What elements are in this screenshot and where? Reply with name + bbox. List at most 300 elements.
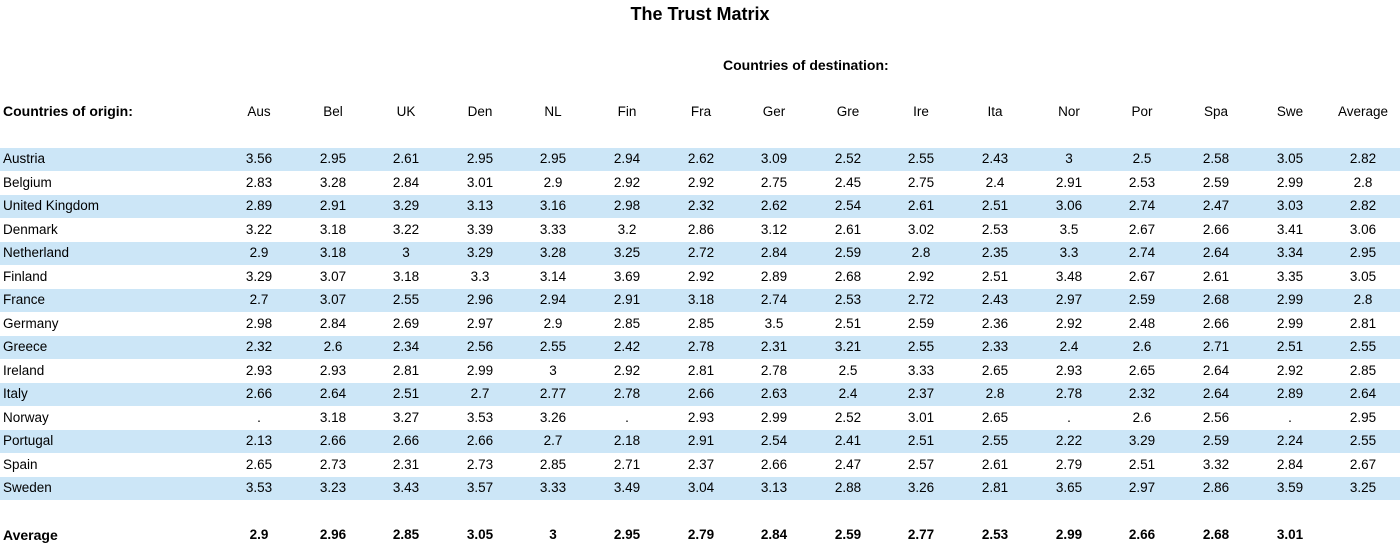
average-cell: 2.99 bbox=[1055, 527, 1083, 542]
table-cell: 2.42 bbox=[613, 339, 641, 354]
table-cell: 2.97 bbox=[1128, 480, 1156, 495]
table-cell: 3.27 bbox=[392, 409, 420, 425]
table-cell: 2.95 bbox=[1349, 245, 1377, 260]
table-cell: 3.21 bbox=[834, 339, 862, 354]
row-country-label: Norway bbox=[3, 409, 49, 425]
table-cell: 3.32 bbox=[1202, 456, 1230, 472]
table-cell: 3.12 bbox=[760, 221, 788, 237]
table-cell: 2.93 bbox=[687, 409, 715, 425]
table-cell: 2.86 bbox=[687, 221, 715, 237]
table-cell: . bbox=[1288, 409, 1292, 425]
table-cell: 2.51 bbox=[834, 315, 862, 331]
average-cell: 2.77 bbox=[907, 527, 935, 542]
column-header: Bel bbox=[323, 104, 343, 119]
table-cell: 2.74 bbox=[1128, 245, 1156, 260]
table-cell: 3.69 bbox=[613, 268, 641, 284]
table-cell: 2.47 bbox=[1202, 198, 1230, 213]
table-cell: 2.9 bbox=[249, 245, 269, 260]
table-cell: 2.48 bbox=[1128, 315, 1156, 331]
table-cell: 2.75 bbox=[907, 174, 935, 190]
table-cell: 2.8 bbox=[1353, 292, 1373, 307]
table-cell: 2.84 bbox=[319, 315, 347, 331]
table-cell: 2.59 bbox=[1128, 292, 1156, 307]
table-cell: 2.51 bbox=[1276, 339, 1304, 354]
table-cell: 3 bbox=[1065, 151, 1073, 166]
table-cell: 3.56 bbox=[245, 151, 273, 166]
table-cell: 2.81 bbox=[687, 362, 715, 378]
table-cell: 3.59 bbox=[1276, 480, 1304, 495]
table-cell: 2.31 bbox=[392, 456, 420, 472]
table-cell: 3.35 bbox=[1276, 268, 1304, 284]
table-cell: 3.29 bbox=[245, 268, 273, 284]
table-cell: 2.37 bbox=[687, 456, 715, 472]
table-cell: 2.59 bbox=[1202, 433, 1230, 448]
table-cell: 2.91 bbox=[319, 198, 347, 213]
table-cell: 3.05 bbox=[1349, 268, 1377, 284]
table-cell: 2.13 bbox=[245, 433, 273, 448]
table-cell: 2.95 bbox=[466, 151, 494, 166]
average-row-label: Average bbox=[3, 527, 58, 543]
table-cell: 2.74 bbox=[760, 292, 788, 307]
row-country-label: Belgium bbox=[3, 174, 52, 190]
table-cell: 2.93 bbox=[319, 362, 347, 378]
table-cell: 2.51 bbox=[981, 268, 1009, 284]
table-cell: 2.69 bbox=[392, 315, 420, 331]
column-header: Ire bbox=[913, 104, 929, 119]
table-cell: 2.63 bbox=[760, 386, 788, 401]
table-cell: 3.3 bbox=[1059, 245, 1079, 260]
table-cell: 3.43 bbox=[392, 480, 420, 495]
column-header: Ita bbox=[987, 104, 1003, 119]
table-cell: 3.53 bbox=[466, 409, 494, 425]
average-cell: 2.79 bbox=[687, 527, 715, 542]
column-header: UK bbox=[396, 104, 416, 119]
table-cell: 3.26 bbox=[539, 409, 567, 425]
page-title: The Trust Matrix bbox=[630, 4, 770, 24]
average-row bbox=[0, 525, 1400, 547]
table-cell: 2.95 bbox=[1349, 409, 1377, 425]
table-cell: 2.55 bbox=[1349, 433, 1377, 448]
table-row bbox=[0, 430, 1400, 453]
table-cell: 2.92 bbox=[1055, 315, 1083, 331]
table-cell: 2.5 bbox=[1132, 151, 1152, 166]
table-cell: 2.6 bbox=[323, 339, 343, 354]
table-cell: 3.07 bbox=[319, 292, 347, 307]
table-cell: 2.61 bbox=[1202, 268, 1230, 284]
table-cell: 2.43 bbox=[981, 151, 1009, 166]
table-cell: 3.23 bbox=[319, 480, 347, 495]
table-cell: 2.55 bbox=[539, 339, 567, 354]
average-cell: 2.96 bbox=[319, 527, 347, 542]
table-cell: 2.64 bbox=[1202, 245, 1230, 260]
table-cell: 3.25 bbox=[613, 245, 641, 260]
column-header: Por bbox=[1131, 104, 1153, 119]
table-cell: 2.65 bbox=[981, 362, 1009, 378]
table-row bbox=[0, 336, 1400, 359]
table-cell: 3.5 bbox=[764, 315, 784, 331]
table-cell: 2.99 bbox=[1276, 315, 1304, 331]
table-cell: 2.51 bbox=[907, 433, 935, 448]
table-cell: 2.35 bbox=[981, 245, 1009, 260]
table-cell: 2.61 bbox=[981, 456, 1009, 472]
table-cell: 2.34 bbox=[392, 339, 420, 354]
average-cell: 3 bbox=[549, 527, 557, 542]
table-cell: . bbox=[1067, 409, 1071, 425]
table-cell: 3.18 bbox=[687, 292, 715, 307]
table-cell: 2.92 bbox=[687, 268, 715, 284]
row-country-label: Sweden bbox=[3, 480, 52, 495]
table-cell: 3.18 bbox=[319, 409, 347, 425]
row-country-label: Ireland bbox=[3, 362, 45, 378]
table-cell: 3.03 bbox=[1276, 198, 1304, 213]
average-cell: 2.53 bbox=[981, 527, 1009, 542]
table-cell: 3.13 bbox=[760, 480, 788, 495]
column-header: NL bbox=[544, 104, 562, 119]
table-cell: 2.68 bbox=[834, 268, 862, 284]
table-cell: 3.29 bbox=[466, 245, 494, 260]
table-cell: . bbox=[625, 409, 629, 425]
table-cell: 2.99 bbox=[760, 409, 788, 425]
table-cell: 3.22 bbox=[392, 221, 420, 237]
table-cell: 3.13 bbox=[466, 198, 494, 213]
table-cell: 2.62 bbox=[687, 151, 715, 166]
table-cell: 3.48 bbox=[1055, 268, 1083, 284]
table-cell: 3.65 bbox=[1055, 480, 1083, 495]
row-country-label: Italy bbox=[3, 386, 28, 401]
table-cell: 2.5 bbox=[838, 362, 858, 378]
table-cell: 3.33 bbox=[539, 480, 567, 495]
average-cell: 2.85 bbox=[392, 527, 420, 542]
origin-label: Countries of origin: bbox=[3, 103, 133, 119]
table-cell: 2.74 bbox=[1128, 198, 1156, 213]
table-cell: 2.89 bbox=[1276, 386, 1304, 401]
table-cell: 2.61 bbox=[834, 221, 862, 237]
table-cell: 2.32 bbox=[687, 198, 715, 213]
table-row bbox=[0, 219, 1400, 242]
table-cell: 2.43 bbox=[981, 292, 1009, 307]
table-cell: 2.7 bbox=[249, 292, 269, 307]
table-cell: 2.54 bbox=[834, 198, 862, 213]
table-cell: 2.64 bbox=[1349, 386, 1377, 401]
column-header: Gre bbox=[836, 104, 860, 119]
table-cell: 3.28 bbox=[539, 245, 567, 260]
table-cell: 2.47 bbox=[834, 456, 862, 472]
table-cell: 2.56 bbox=[466, 339, 494, 354]
table-cell: 2.66 bbox=[245, 386, 273, 401]
table-cell: 3.29 bbox=[1128, 433, 1156, 448]
table-cell: 2.64 bbox=[1202, 362, 1230, 378]
table-cell: 2.54 bbox=[760, 433, 788, 448]
table-cell: 2.88 bbox=[834, 480, 862, 495]
table-cell: 2.67 bbox=[1349, 456, 1377, 472]
table-cell: 3.01 bbox=[466, 174, 494, 190]
average-cell: 3.01 bbox=[1276, 527, 1304, 542]
table-cell: 2.78 bbox=[613, 386, 641, 401]
table-cell: 3.2 bbox=[617, 221, 637, 237]
table-cell: 2.66 bbox=[1202, 315, 1230, 331]
table-cell: 2.9 bbox=[543, 174, 563, 190]
table-cell: 3.16 bbox=[539, 198, 567, 213]
table-cell: 3.18 bbox=[319, 221, 347, 237]
table-cell: 3.26 bbox=[907, 480, 935, 495]
table-cell: 2.85 bbox=[687, 315, 715, 331]
table-cell: 2.62 bbox=[760, 198, 788, 213]
average-cell: 2.59 bbox=[834, 527, 862, 542]
table-cell: 2.67 bbox=[1128, 221, 1156, 237]
row-country-label: Germany bbox=[3, 315, 59, 331]
table-cell: 2.73 bbox=[466, 456, 494, 472]
table-cell: 2.85 bbox=[613, 315, 641, 331]
table-cell: 3.18 bbox=[319, 245, 347, 260]
table-cell: 2.33 bbox=[981, 339, 1009, 354]
table-row bbox=[0, 383, 1400, 406]
column-header: Den bbox=[467, 104, 493, 119]
table-cell: 2.93 bbox=[1055, 362, 1083, 378]
average-cell: 3.05 bbox=[466, 527, 494, 542]
column-header: Average bbox=[1337, 104, 1389, 119]
table-row bbox=[0, 289, 1400, 312]
table-cell: 2.51 bbox=[1128, 456, 1156, 472]
table-cell: 3 bbox=[402, 245, 410, 260]
average-cell: 2.66 bbox=[1128, 527, 1156, 542]
table-cell: 2.61 bbox=[392, 151, 420, 166]
table-cell: 2.4 bbox=[1059, 339, 1079, 354]
table-cell: 2.99 bbox=[1276, 292, 1304, 307]
column-header: Spa bbox=[1203, 104, 1229, 119]
table-cell: 3.09 bbox=[760, 151, 788, 166]
table-cell: 2.82 bbox=[1349, 151, 1377, 166]
table-cell: 3.07 bbox=[319, 268, 347, 284]
table-cell: 2.66 bbox=[687, 386, 715, 401]
average-cell: 2.9 bbox=[249, 527, 269, 542]
table-cell: 3.28 bbox=[319, 174, 347, 190]
table-row bbox=[0, 477, 1400, 500]
table-cell: 2.67 bbox=[1128, 268, 1156, 284]
table-cell: 2.92 bbox=[907, 268, 935, 284]
row-country-label: Greece bbox=[3, 339, 48, 354]
table-cell: 2.8 bbox=[985, 386, 1005, 401]
table-cell: 3.29 bbox=[392, 198, 420, 213]
table-cell: 2.6 bbox=[1132, 339, 1152, 354]
table-cell: 3.06 bbox=[1349, 221, 1377, 237]
table-cell: 2.4 bbox=[985, 174, 1005, 190]
table-cell: 2.99 bbox=[466, 362, 494, 378]
table-cell: 2.78 bbox=[760, 362, 788, 378]
table-cell: 2.84 bbox=[1276, 456, 1304, 472]
table-cell: 3.18 bbox=[392, 268, 420, 284]
table-cell: 3.57 bbox=[466, 480, 494, 495]
table-cell: 2.55 bbox=[907, 339, 935, 354]
average-cell: 2.84 bbox=[760, 527, 788, 542]
table-row bbox=[0, 407, 1400, 430]
table-cell: 2.84 bbox=[760, 245, 788, 260]
table-cell: 2.92 bbox=[687, 174, 715, 190]
table-cell: 2.51 bbox=[392, 386, 420, 401]
table-cell: 2.32 bbox=[1128, 386, 1156, 401]
table-cell: 2.77 bbox=[539, 386, 567, 401]
table-cell: 3.34 bbox=[1276, 245, 1304, 260]
table-cell: 2.78 bbox=[687, 339, 715, 354]
table-cell: 3.39 bbox=[466, 221, 494, 237]
table-cell: 2.65 bbox=[981, 409, 1009, 425]
average-cell: 2.95 bbox=[613, 527, 641, 542]
table-cell: 3.06 bbox=[1055, 198, 1083, 213]
table-cell: 2.82 bbox=[1349, 198, 1377, 213]
table-cell: 2.71 bbox=[613, 456, 641, 472]
table-cell: 2.55 bbox=[907, 151, 935, 166]
table-row bbox=[0, 266, 1400, 289]
column-header: Fra bbox=[690, 104, 712, 119]
row-country-label: Portugal bbox=[3, 433, 54, 448]
table-cell: 2.18 bbox=[613, 433, 641, 448]
table-cell: 2.91 bbox=[687, 433, 715, 448]
table-row bbox=[0, 313, 1400, 336]
table-cell: 2.92 bbox=[613, 362, 641, 378]
table-cell: 2.59 bbox=[907, 315, 935, 331]
table-cell: 2.66 bbox=[319, 433, 347, 448]
table-cell: 2.91 bbox=[613, 292, 641, 307]
table-cell: 2.92 bbox=[1276, 362, 1304, 378]
table-cell: 2.98 bbox=[613, 198, 641, 213]
table-cell: 3.22 bbox=[245, 221, 273, 237]
table-cell: 3.5 bbox=[1059, 221, 1079, 237]
table-cell: 3.33 bbox=[539, 221, 567, 237]
row-country-label: Finland bbox=[3, 268, 48, 284]
table-cell: 2.7 bbox=[470, 386, 490, 401]
table-cell: 2.95 bbox=[319, 151, 347, 166]
table-cell: 2.96 bbox=[466, 292, 494, 307]
table-cell: 3 bbox=[549, 362, 557, 378]
table-cell: 2.56 bbox=[1202, 409, 1230, 425]
table-cell: 2.66 bbox=[466, 433, 494, 448]
table-cell: 2.79 bbox=[1055, 456, 1083, 472]
table-cell: 3.41 bbox=[1276, 221, 1304, 237]
table-cell: 2.7 bbox=[543, 433, 563, 448]
table-cell: 2.78 bbox=[1055, 386, 1083, 401]
table-cell: 2.81 bbox=[392, 362, 420, 378]
row-country-label: Denmark bbox=[3, 221, 58, 237]
table-cell: 2.57 bbox=[907, 456, 935, 472]
table-cell: 2.98 bbox=[245, 315, 273, 331]
table-cell: 2.81 bbox=[1349, 315, 1377, 331]
table-cell: 2.8 bbox=[911, 245, 931, 260]
table-cell: 2.86 bbox=[1202, 480, 1230, 495]
table-cell: 2.9 bbox=[543, 315, 563, 331]
table-cell: 2.72 bbox=[687, 245, 715, 260]
column-header: Swe bbox=[1276, 104, 1304, 119]
table-cell: 2.58 bbox=[1202, 151, 1230, 166]
column-header: Nor bbox=[1058, 104, 1080, 119]
table-cell: 2.83 bbox=[245, 174, 273, 190]
row-country-label: Spain bbox=[3, 456, 38, 472]
table-cell: . bbox=[257, 409, 261, 425]
table-cell: 2.52 bbox=[834, 409, 862, 425]
table-cell: 2.55 bbox=[1349, 339, 1377, 354]
table-cell: 2.97 bbox=[1055, 292, 1083, 307]
table-row bbox=[0, 454, 1400, 477]
table-cell: 2.68 bbox=[1202, 292, 1230, 307]
table-cell: 3.02 bbox=[907, 221, 935, 237]
table-cell: 2.71 bbox=[1202, 339, 1230, 354]
table-cell: 3.49 bbox=[613, 480, 641, 495]
column-header: Fin bbox=[617, 104, 637, 119]
column-header: Aus bbox=[247, 104, 271, 119]
table-cell: 2.66 bbox=[392, 433, 420, 448]
table-cell: 2.65 bbox=[1128, 362, 1156, 378]
table-cell: 3.53 bbox=[245, 480, 273, 495]
table-cell: 2.31 bbox=[760, 339, 788, 354]
average-cell: 2.68 bbox=[1202, 527, 1230, 542]
table-cell: 2.53 bbox=[981, 221, 1009, 237]
table-cell: 2.36 bbox=[981, 315, 1009, 331]
table-cell: 2.81 bbox=[981, 480, 1009, 495]
table-cell: 2.85 bbox=[539, 456, 567, 472]
table-cell: 2.61 bbox=[907, 198, 935, 213]
table-cell: 3.01 bbox=[907, 409, 935, 425]
table-cell: 2.45 bbox=[834, 174, 862, 190]
table-cell: 2.94 bbox=[539, 292, 567, 307]
row-country-label: Netherland bbox=[3, 245, 70, 260]
table-cell: 2.73 bbox=[319, 456, 347, 472]
table-cell: 2.6 bbox=[1132, 409, 1152, 425]
table-cell: 2.51 bbox=[981, 198, 1009, 213]
table-cell: 2.66 bbox=[1202, 221, 1230, 237]
table-cell: 2.99 bbox=[1276, 174, 1304, 190]
table-cell: 2.8 bbox=[1353, 174, 1373, 190]
table-cell: 2.55 bbox=[981, 433, 1009, 448]
table-cell: 2.66 bbox=[760, 456, 788, 472]
table-cell: 2.4 bbox=[838, 386, 858, 401]
table-cell: 2.93 bbox=[245, 362, 273, 378]
table-cell: 2.94 bbox=[613, 151, 641, 166]
table-cell: 2.64 bbox=[1202, 386, 1230, 401]
table-cell: 2.53 bbox=[834, 292, 862, 307]
table-cell: 3.05 bbox=[1276, 151, 1304, 166]
table-row bbox=[0, 172, 1400, 195]
table-cell: 2.75 bbox=[760, 174, 788, 190]
table-cell: 3.3 bbox=[470, 268, 490, 284]
table-cell: 2.89 bbox=[760, 268, 788, 284]
table-cell: 3.04 bbox=[687, 480, 715, 495]
row-country-label: United Kingdom bbox=[3, 198, 100, 213]
table-cell: 2.32 bbox=[245, 339, 273, 354]
table-cell: 2.64 bbox=[319, 386, 347, 401]
table-cell: 2.52 bbox=[834, 151, 862, 166]
table-cell: 2.97 bbox=[466, 315, 494, 331]
row-country-label: Austria bbox=[3, 151, 46, 166]
table-cell: 2.37 bbox=[907, 386, 935, 401]
table-cell: 2.84 bbox=[392, 174, 420, 190]
table-cell: 2.92 bbox=[613, 174, 641, 190]
table-cell: 2.91 bbox=[1055, 174, 1083, 190]
destination-label: Countries of destination: bbox=[723, 57, 889, 73]
column-header: Ger bbox=[762, 104, 786, 119]
table-cell: 3.33 bbox=[907, 362, 935, 378]
table-cell: 2.55 bbox=[392, 292, 420, 307]
table-cell: 2.85 bbox=[1349, 362, 1377, 378]
table-cell: 2.53 bbox=[1128, 174, 1156, 190]
table-cell: 2.59 bbox=[834, 245, 862, 260]
row-country-label: France bbox=[3, 292, 46, 307]
table-cell: 2.24 bbox=[1276, 433, 1304, 448]
table-row bbox=[0, 195, 1400, 218]
table-row bbox=[0, 242, 1400, 265]
table-cell: 2.95 bbox=[539, 151, 567, 166]
table-cell: 2.65 bbox=[245, 456, 273, 472]
table-cell: 2.22 bbox=[1055, 433, 1083, 448]
table-row bbox=[0, 360, 1400, 383]
table-cell: 3.25 bbox=[1349, 480, 1377, 495]
